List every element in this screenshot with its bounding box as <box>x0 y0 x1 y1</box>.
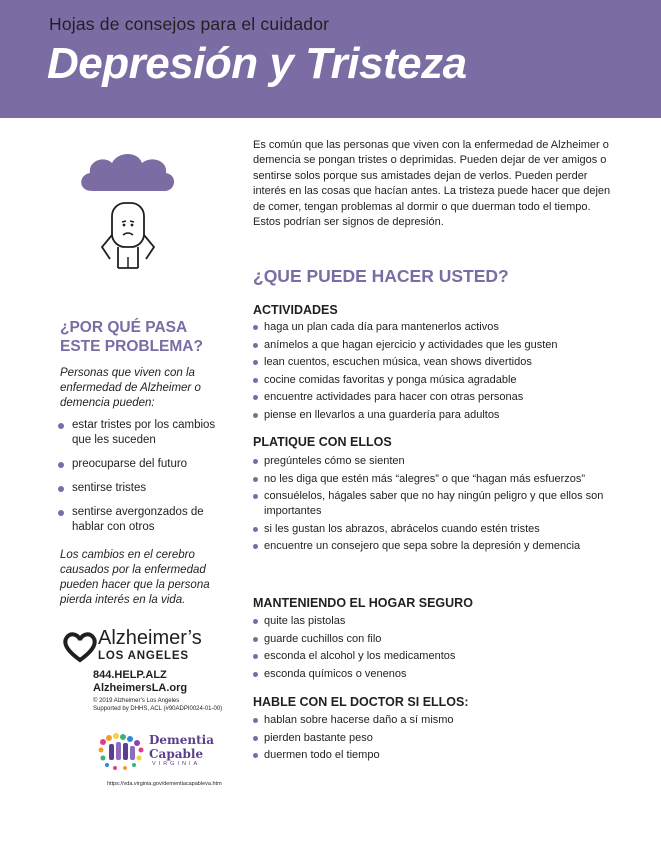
bullet-icon <box>253 736 258 741</box>
list-item: quite las pistolas <box>253 614 613 629</box>
dc-name-line2: Capable <box>149 747 204 761</box>
page-title: Depresión y Tristeza <box>47 39 467 88</box>
list-item: cocine comidas favoritas y ponga música agradable <box>253 373 613 388</box>
list-item: preocuparse del futuro <box>58 457 228 472</box>
bullet-icon <box>253 459 258 464</box>
storm-cloud <box>81 154 174 191</box>
list-item: hablan sobre hacerse daño a sí mismo <box>253 713 613 728</box>
bullet-icon <box>253 672 258 677</box>
list-item: encuentre actividades para hacer con otras personas <box>253 390 613 405</box>
section-list-hogar <box>253 614 613 684</box>
list-item: duermen todo el tiempo <box>253 748 613 763</box>
dc-name-line1: Dementia <box>149 733 214 747</box>
bullet-icon <box>253 637 258 642</box>
bullet-icon <box>253 544 258 549</box>
list-item: anímelos a que hagan ejercicio y actividades que les gusten <box>253 338 613 353</box>
list-item: pregúnteles cómo se sienten <box>253 454 613 469</box>
bullet-icon <box>58 462 64 468</box>
page-header <box>0 0 661 118</box>
bullet-icon <box>58 423 64 429</box>
bullet-icon <box>253 477 258 482</box>
list-item: estar tristes por los cambios que les suceden <box>58 418 228 448</box>
alz-org-name: Alzheimer’s <box>98 627 202 649</box>
list-item: encuentre un consejero que sepa sobre la depresión y demencia <box>253 539 613 554</box>
list-item: si les gustan los abrazos, abrácelos cuando estén tristes <box>253 522 613 537</box>
bullet-icon <box>253 378 258 383</box>
why-outro: Los cambios en el cerebro causados por la enfermedad pueden hacer que la persona pierda interés en la vida. <box>60 549 210 606</box>
bullet-icon <box>253 654 258 659</box>
bullet-icon <box>253 753 258 758</box>
bullet-icon <box>253 718 258 723</box>
bullet-icon <box>253 527 258 532</box>
list-item: haga un plan cada día para mantenerlos activos <box>253 320 613 335</box>
section-list-doctor <box>253 713 613 766</box>
list-item: no les diga que estén más “alegres” o que “hagan más esfuerzos” <box>253 472 613 487</box>
bullet-icon <box>58 510 64 516</box>
bullet-icon <box>253 395 258 400</box>
list-item: piense en llevarlos a una guardería para adultos <box>253 408 613 423</box>
bullet-icon <box>253 413 258 418</box>
bullet-icon <box>58 486 64 492</box>
sad-person-with-cloud-illustration <box>72 143 182 278</box>
alz-phone: 844.HELP.ALZ <box>93 669 167 681</box>
person-head <box>112 203 144 247</box>
list-item: esconda el alcohol y los medicamentos <box>253 649 613 664</box>
list-item: esconda químicos o venenos <box>253 667 613 682</box>
bullet-icon <box>253 494 258 499</box>
why-heading: ¿POR QUÉ PASA ESTE PROBLEMA? <box>60 319 203 355</box>
dementia-capable-logo-icon <box>95 728 149 772</box>
header-kicker: Hojas de consejos para el cuidador <box>49 14 330 34</box>
alz-org-city: LOS ANGELES <box>98 650 189 662</box>
what-heading: ¿QUE PUEDE HACER USTED? <box>253 266 509 286</box>
list-item: sentirse avergonzados de hablar con otros <box>58 505 228 535</box>
why-list <box>58 418 228 544</box>
dc-name-line3: VIRGINIA <box>152 761 201 767</box>
dc-url-link[interactable]: https://vda.virginia.gov/dementiacapableva.htm <box>107 781 222 787</box>
intro-paragraph: Es común que las personas que viven con la enfermedad de Alzheimer o demencia se pongan tristes o deprimidas. Pueden dejar de ver amigos o sentirse solos porque sus amistades dejan de verlos. Pueden perder interés en las cosas que hacían antes. La tristeza puede hacer que dejen de comer, tengan problemas al dormir o que duerman todo el tiempo. Estos podrían ser signos de depresión. <box>253 139 611 229</box>
alz-website: AlzheimersLA.org <box>93 682 188 694</box>
list-item: lean cuentos, escuchen música, vean shows divertidos <box>253 355 613 370</box>
section-heading-platique: PLATIQUE CON ELLOS <box>253 435 392 449</box>
list-item: sentirse tristes <box>58 481 228 496</box>
section-list-actividades <box>253 320 613 425</box>
section-heading-doctor: HABLE CON EL DOCTOR SI ELLOS: <box>253 695 469 709</box>
section-list-platique <box>253 454 613 557</box>
list-item: guarde cuchillos con filo <box>253 632 613 647</box>
section-heading-hogar: MANTENIENDO EL HOGAR SEGURO <box>253 596 473 610</box>
bullet-icon <box>253 325 258 330</box>
alz-copyright: © 2019 Alzheimer’s Los Angeles Supported by DHHS, ACL (#90ADPI0024-01-00) <box>93 698 223 712</box>
bullet-icon <box>253 360 258 365</box>
alzheimers-logo-icon <box>60 630 100 664</box>
list-item: consuélelos, hágales saber que no hay ningún peligro y que ellos son importantes <box>253 489 613 519</box>
section-heading-actividades: ACTIVIDADES <box>253 303 338 317</box>
list-item: pierden bastante peso <box>253 731 613 746</box>
why-intro: Personas que viven con la enfermedad de Alzheimer o demencia pueden: <box>60 367 201 409</box>
bullet-icon <box>253 343 258 348</box>
bullet-icon <box>253 619 258 624</box>
